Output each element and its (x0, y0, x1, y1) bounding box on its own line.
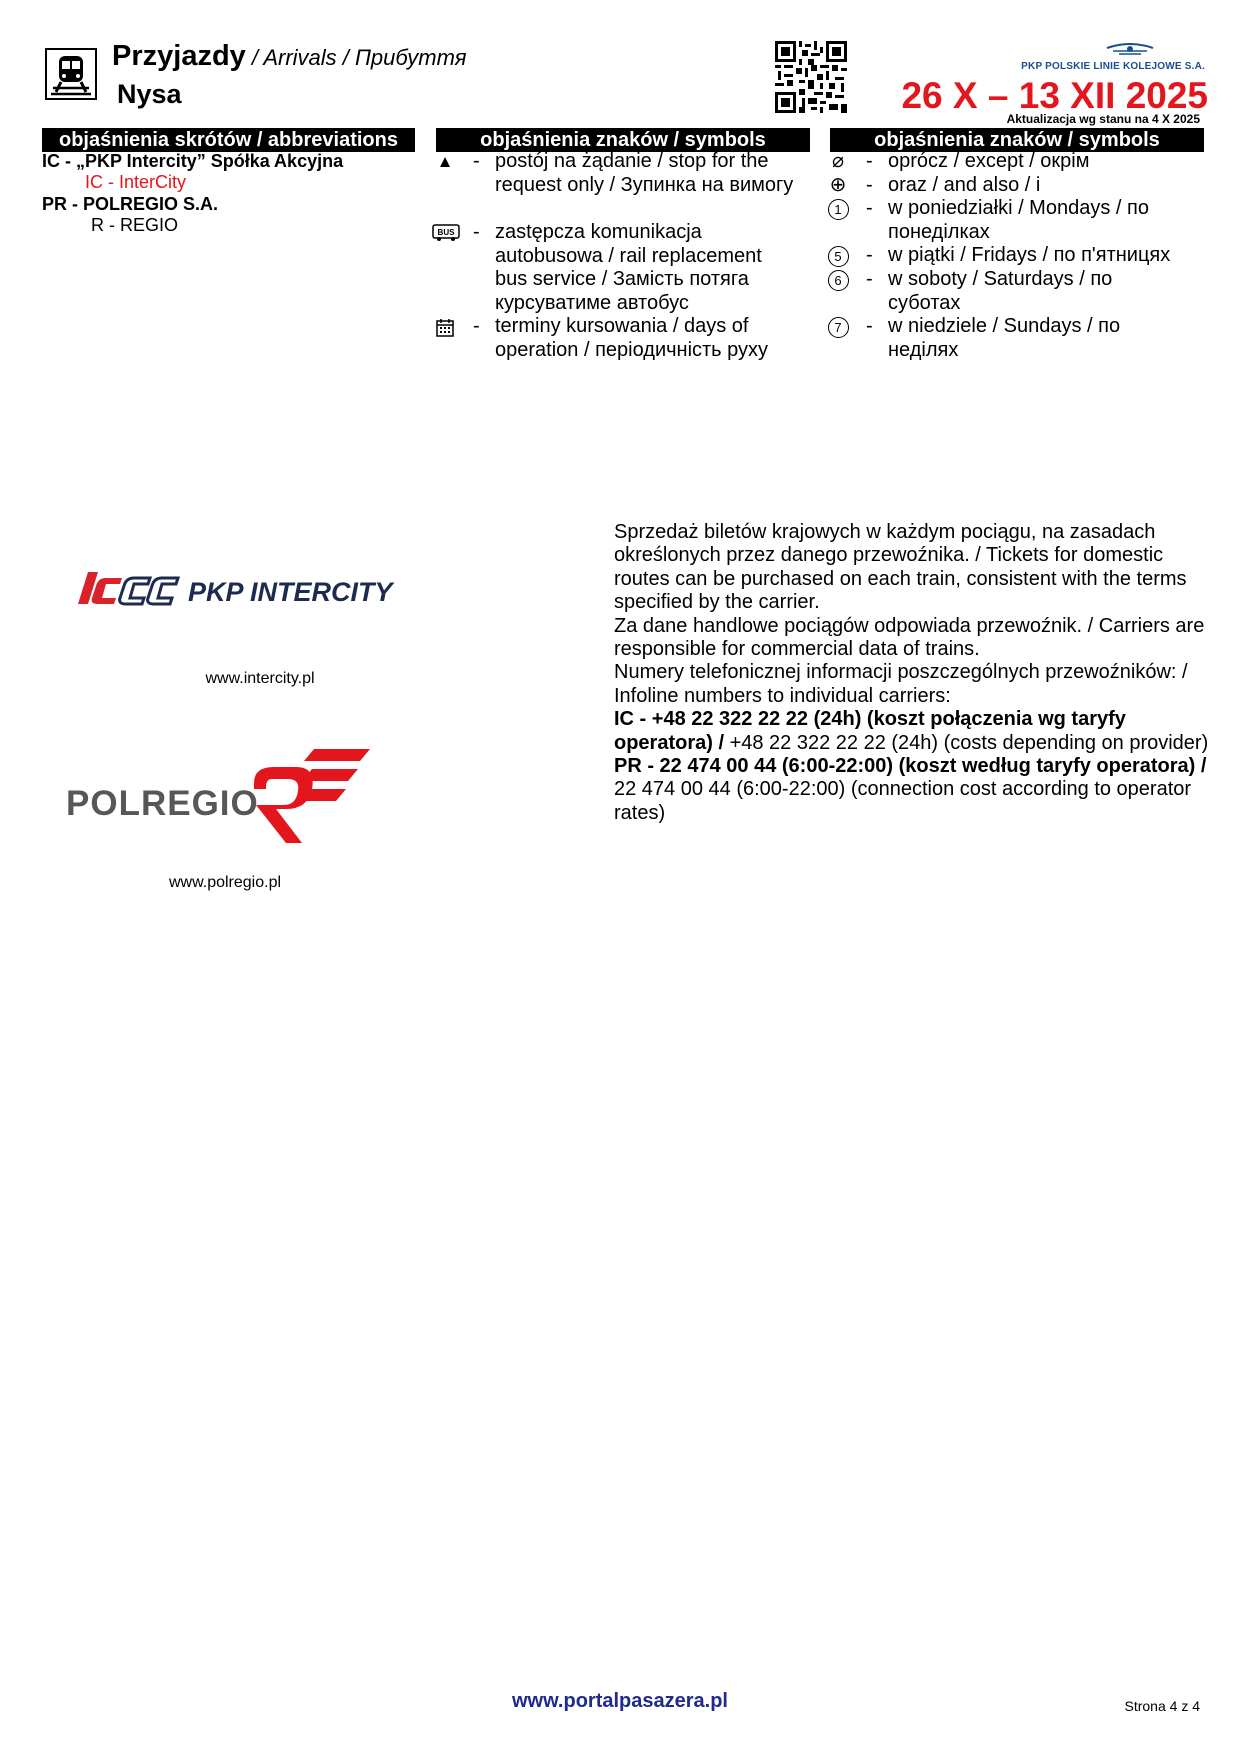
train-icon (45, 48, 97, 100)
page-number: Strona 4 z 4 (1124, 1698, 1200, 1714)
info-paragraph: Za dane handlowe pociągów odpowiada przewoźnik. / Carriers are responsible for commercial data of trains. (614, 614, 1205, 661)
polregio-link[interactable]: www.polregio.pl (168, 874, 282, 891)
title-translations: / Arrivals / Прибуття (245, 45, 467, 70)
station-name: Nysa (117, 79, 182, 109)
and-also-icon: ⊕ (829, 174, 847, 196)
sunday-icon: 7 (828, 317, 849, 338)
polregio-logo (64, 745, 384, 850)
calendar-icon (432, 315, 458, 344)
update-note: Aktualizacja wg stanu na 4 X 2025 (1006, 112, 1200, 126)
abbreviation-item: IC - „PKP Intercity” Spółka Akcyjna (42, 151, 344, 171)
info-block (614, 521, 1212, 825)
abbreviations-heading: objaśnienia skrótów / abbreviations (42, 128, 415, 152)
svg-text:BUS: BUS (437, 228, 455, 237)
abbreviation-item: IC - InterCity (85, 172, 187, 192)
saturday-icon: 6 (828, 270, 849, 291)
except-icon: ⌀ (831, 150, 845, 172)
info-ic-phone: IC - +48 22 322 22 22 (24h) (koszt połączenia wg taryfy operatora) / +48 22 322 22 22 (24h) (costs depending on provider) (614, 708, 1209, 754)
ic-logo-text: PKP INTERCITY (188, 577, 393, 607)
symbols-heading-left: objaśnienia znaków / symbols (436, 128, 810, 152)
info-paragraph: Numery telefonicznej informacji poszczególnych przewoźników: / Infoline numbers to individual carriers: (614, 661, 1188, 707)
info-pr-phone: PR - 22 474 00 44 (6:00-22:00) (koszt według taryfy operatora) / 22 474 00 44 (6:00-22:00) (connection cost according to operator rates) (614, 755, 1207, 824)
monday-icon: 1 (828, 199, 849, 220)
abbreviation-item: R - REGIO (91, 215, 179, 235)
plk-logo (1020, 42, 1205, 72)
friday-icon: 5 (828, 246, 849, 267)
abbreviation-item: PR - POLREGIO S.A. (42, 194, 219, 214)
plk-logo-text: PKP POLSKIE LINIE KOLEJOWE S.A. (1021, 61, 1205, 72)
portal-pasazera-link[interactable]: www.portalpasazera.pl (512, 1690, 728, 1712)
triangle-icon: ▲ (436, 152, 454, 171)
page-title: Przyjazdy / Arrivals / Прибуття (112, 40, 467, 72)
pkp-intercity-logo (68, 560, 438, 616)
bus-icon (432, 221, 458, 249)
intercity-link[interactable]: www.intercity.pl (205, 670, 315, 687)
symbols-heading-right: objaśnienia znaków / symbols (830, 128, 1204, 152)
info-paragraph: Sprzedaż biletów krajowych w każdym pociągu, na zasadach określonych przez danego przewoźnika. / Tickets for domestic routes can be purchased on each train, consistent with the terms specified by the carrier. (614, 521, 1187, 614)
qr-code-icon[interactable] (775, 41, 847, 113)
pr-logo-text: POLREGIO (66, 784, 259, 823)
validity-period: 26 X – 13 XII 2025 (901, 75, 1208, 116)
